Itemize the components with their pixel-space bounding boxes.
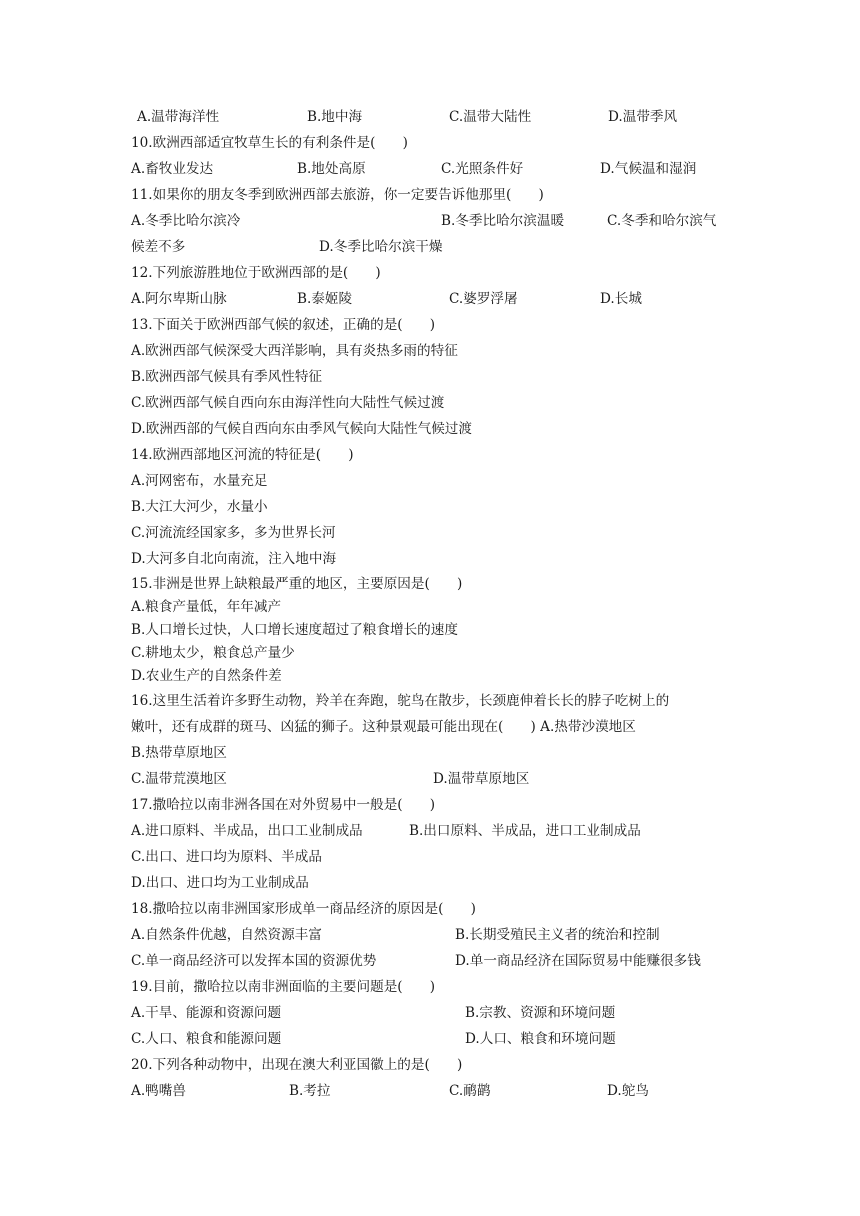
q10-option-b: B.地处高原 <box>297 161 366 177</box>
q9-option-b: B.地中海 <box>307 109 363 125</box>
q19-option-b: B.宗教、资源和环境问题 <box>465 1005 616 1021</box>
q16-option-c: C.温带荒漠地区 <box>131 771 227 787</box>
q17-option-a: A.进口原料、半成品，出口工业制成品 <box>131 823 363 839</box>
q20-option-b: B.考拉 <box>289 1083 331 1099</box>
q18-option-c: C.单一商品经济可以发挥本国的资源优势 <box>131 953 377 969</box>
q14-option-a: A.河网密布，水量充足 <box>131 473 268 489</box>
q10-option-c: C.光照条件好 <box>441 161 524 177</box>
q11-option-b: B.冬季比哈尔滨温暖 <box>441 213 565 229</box>
q20-stem: 20.下列各种动物中，出现在澳大利亚国徽上的是( ) <box>131 1057 463 1073</box>
q13-option-d: D.欧洲西部的气候自西向东由季风气候向大陆性气候过渡 <box>131 421 472 437</box>
q13-option-b: B.欧洲西部气候具有季风性特征 <box>131 369 323 385</box>
q11-option-a: A.冬季比哈尔滨冷 <box>131 213 241 229</box>
q19-stem: 19.目前，撒哈拉以南非洲面临的主要问题是( ) <box>131 979 436 995</box>
q19-option-d: D.人口、粮食和环境问题 <box>465 1031 616 1047</box>
q16-stem-line2: 嫩叶，还有成群的斑马、凶猛的狮子。这种景观最可能出现在( ) A.热带沙漠地区 <box>131 719 636 735</box>
q10-option-d: D.气候温和湿润 <box>600 161 697 177</box>
q12-option-b: B.泰姬陵 <box>297 291 353 307</box>
q15-option-a: A.粮食产量低，年年减产 <box>131 599 282 615</box>
q18-option-a: A.自然条件优越，自然资源丰富 <box>131 927 322 943</box>
q9-option-d: D.温带季风 <box>608 109 678 125</box>
q15-option-c: C.耕地太少，粮食总产量少 <box>131 645 295 661</box>
q10-option-a: A.畜牧业发达 <box>131 161 214 177</box>
q15-option-b: B.人口增长过快，人口增长速度超过了粮食增长的速度 <box>131 622 458 638</box>
q10-stem: 10.欧洲西部适宜牧草生长的有利条件是( ) <box>131 135 408 151</box>
q16-stem-line1: 16.这里生活着许多野生动物，羚羊在奔跑，鸵鸟在散步，长颈鹿伸着长长的脖子吃树上的 <box>131 693 670 709</box>
q14-option-b: B.大江大河少，水量小 <box>131 499 268 515</box>
q17-stem: 17.撒哈拉以南非洲各国在对外贸易中一般是( ) <box>131 797 436 813</box>
q16-option-d: D.温带草原地区 <box>433 771 530 787</box>
q15-stem: 15.非洲是世界上缺粮最严重的地区，主要原因是( ) <box>131 576 463 592</box>
q12-option-c: C.婆罗浮屠 <box>449 291 518 307</box>
q19-option-c: C.人口、粮食和能源问题 <box>131 1031 282 1047</box>
q16-option-b: B.热带草原地区 <box>131 745 227 761</box>
q12-option-d: D.长城 <box>600 291 642 307</box>
q20-option-d: D.鸵鸟 <box>607 1083 649 1099</box>
q11-stem: 11.如果你的朋友冬季到欧洲西部去旅游，你一定要告诉他那里( ) <box>131 187 544 203</box>
q20-option-a: A.鸭嘴兽 <box>131 1083 186 1099</box>
q15-option-d: D.农业生产的自然条件差 <box>131 668 282 684</box>
q12-stem: 12.下列旅游胜地位于欧洲西部的是( ) <box>131 265 381 281</box>
q13-option-a: A.欧洲西部气候深受大西洋影响，具有炎热多雨的特征 <box>131 343 458 359</box>
q18-option-d: D.单一商品经济在国际贸易中能赚很多钱 <box>455 953 701 969</box>
q11-option-c-continued: 候差不多 <box>131 239 186 255</box>
q17-option-c: C.出口、进口均为原料、半成品 <box>131 849 322 865</box>
q9-option-c: C.温带大陆性 <box>449 109 532 125</box>
q13-option-c: C.欧洲西部气候自西向东由海洋性向大陆性气候过渡 <box>131 395 445 411</box>
q13-stem: 13.下面关于欧洲西部气候的叙述，正确的是( ) <box>131 317 436 333</box>
q14-option-c: C.河流流经国家多，多为世界长河 <box>131 525 336 541</box>
q14-stem: 14.欧洲西部地区河流的特征是( ) <box>131 447 354 463</box>
q17-option-d: D.出口、进口均为工业制成品 <box>131 875 309 891</box>
q11-option-c: C.冬季和哈尔滨气 <box>607 213 717 229</box>
q18-option-b: B.长期受殖民主义者的统治和控制 <box>455 927 660 943</box>
q9-option-a: A.温带海洋性 <box>137 109 220 125</box>
q14-option-d: D.大河多自北向南流，注入地中海 <box>131 551 337 567</box>
q20-option-c: C.鸸鹋 <box>449 1083 491 1099</box>
q11-option-d: D.冬季比哈尔滨干燥 <box>319 239 443 255</box>
q19-option-a: A.干旱、能源和资源问题 <box>131 1005 282 1021</box>
q17-option-b: B.出口原料、半成品，进口工业制成品 <box>409 823 641 839</box>
q12-option-a: A.阿尔卑斯山脉 <box>131 291 227 307</box>
q18-stem: 18.撒哈拉以南非洲国家形成单一商品经济的原因是( ) <box>131 901 476 917</box>
